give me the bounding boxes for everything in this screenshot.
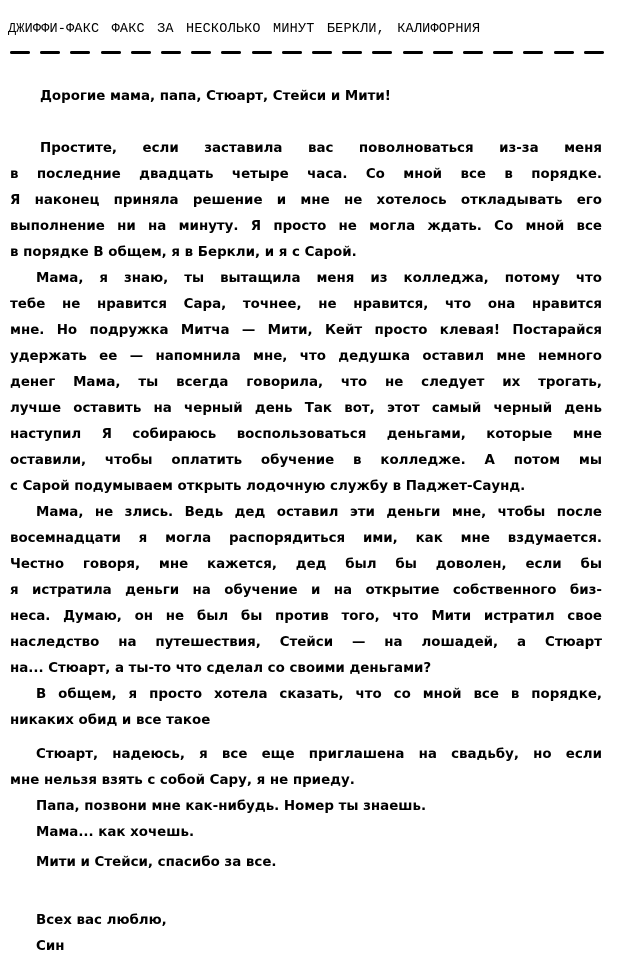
fax-header: ДЖИФФИ-ФАКС ФАКС ЗА НЕСКОЛЬКО МИНУТ БЕРКЛИ, КАЛИФОРНИЯ bbox=[8, 22, 481, 37]
letter-line: лучше оставить на черный день Так вот, этот самый черный день bbox=[10, 401, 602, 416]
letter-line: выполнение ни на минуту. Я просто не могла ждать. Со мной все bbox=[10, 219, 602, 234]
letter-line: оставили, чтобы оплатить обучение в колледже. А потом мы bbox=[10, 453, 602, 468]
letter-line: с Сарой подумываем открыть лодочную службу в Паджет-Саунд. bbox=[10, 479, 526, 494]
letter-line: неса. Думаю, он не был бы против того, что Мити истратил свое bbox=[10, 609, 602, 624]
letter-line: наследство на путешествия, Стейси — на лошадей, а Стюарт bbox=[10, 635, 602, 650]
letter-line: наступил Я собираюсь воспользоваться деньгами, которые мне bbox=[10, 427, 602, 442]
letter-line: Мама, я знаю, ты вытащила меня из колледжа, потому что bbox=[36, 271, 602, 286]
letter-line: восемнадцати я могла распорядиться ими, как мне вздумается. bbox=[10, 531, 602, 546]
letter-line: никаких обид и все такое bbox=[10, 713, 211, 728]
letter-line: Мити и Стейси, спасибо за все. bbox=[36, 855, 277, 870]
letter-line: Простите, если заставила вас поволноваться из-за меня bbox=[40, 141, 602, 156]
letter-line: мне нельзя взять с собой Сару, я не приеду. bbox=[10, 773, 355, 788]
header-divider bbox=[10, 49, 604, 55]
letter-line: Стюарт, надеюсь, я все еще приглашена на свадьбу, но если bbox=[36, 747, 602, 762]
letter-line: денег Мама, ты всегда говорила, что не следует их трогать, bbox=[10, 375, 602, 390]
letter-line: удержать ее — напомнила мне, что дедушка оставил мне немного bbox=[10, 349, 602, 364]
letter-line: в порядке В общем, я в Беркли, и я с Сарой. bbox=[10, 245, 357, 260]
letter-line: В общем, я просто хотела сказать, что со мной все в порядке, bbox=[36, 687, 602, 702]
letter-line: на... Стюарт, а ты-то что сделал со своими деньгами? bbox=[10, 661, 432, 676]
letter-closing: Всех вас люблю, bbox=[36, 913, 167, 928]
letter-line: Папа, позвони мне как-нибудь. Номер ты знаешь. bbox=[36, 799, 427, 814]
letter-line: тебе не нравится Сара, точнее, не нравится, что она нравится bbox=[10, 297, 602, 312]
letter-line: Я наконец приняла решение и мне не хотелось откладывать его bbox=[10, 193, 602, 208]
letter-line: я истратила деньги на обучение и на открытие собственного биз- bbox=[10, 583, 602, 598]
letter-signature: Син bbox=[36, 939, 65, 954]
letter-line: в последние двадцать четыре часа. Со мной все в порядке. bbox=[10, 167, 602, 182]
letter-greeting: Дорогие мама, папа, Стюарт, Стейси и Мити! bbox=[40, 89, 391, 104]
letter-line: мне. Но подружка Митча — Мити, Кейт просто клевая! Постарайся bbox=[10, 323, 602, 338]
letter-line: Честно говоря, мне кажется, дед был бы доволен, если бы bbox=[10, 557, 602, 572]
letter-line: Мама, не злись. Ведь дед оставил эти деньги мне, чтобы после bbox=[36, 505, 602, 520]
letter-line: Мама... как хочешь. bbox=[36, 825, 195, 840]
